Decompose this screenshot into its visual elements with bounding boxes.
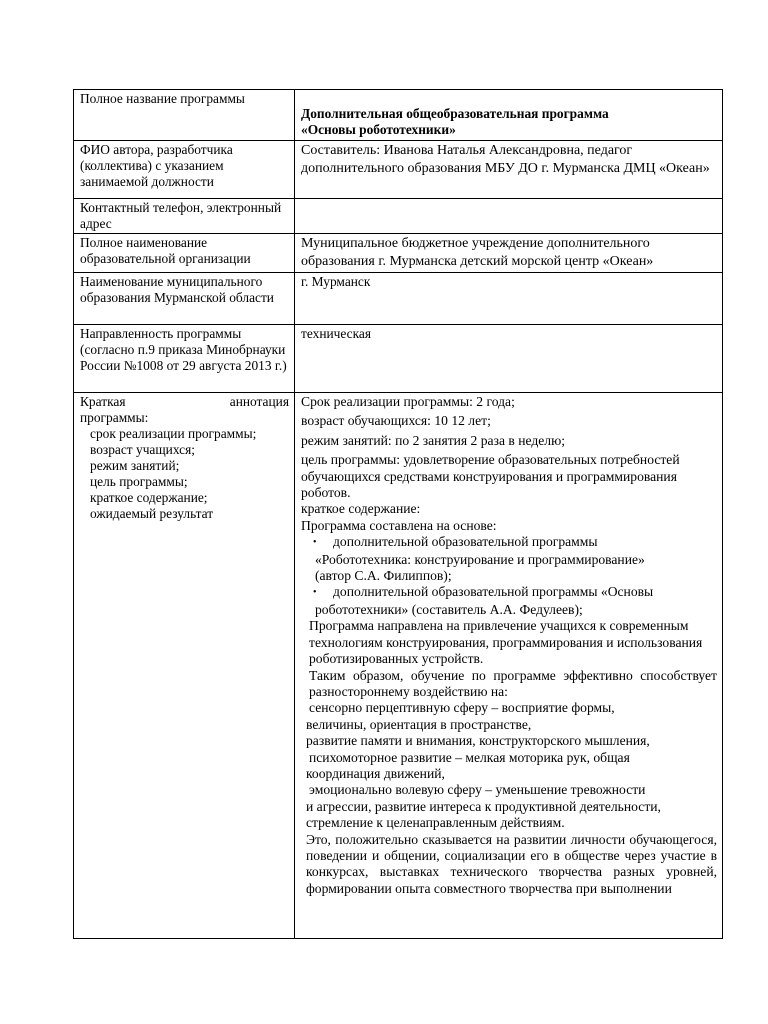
bullet1-line3: (автор С.А. Филиппов); bbox=[315, 568, 452, 584]
annotation-memory: развитие памяти и внимания, конструкторского мышления, bbox=[306, 733, 650, 749]
program-name-label-cell bbox=[74, 90, 295, 141]
organization-label: Полное наименование образовательной организации bbox=[80, 235, 251, 266]
annotation-label-item: режим занятий; bbox=[90, 458, 180, 473]
annotation-label-line1: Краткая аннотация bbox=[80, 394, 289, 409]
municipality-label-cell bbox=[74, 273, 295, 325]
program-info-table bbox=[73, 89, 723, 939]
annotation-label-item: цель программы; bbox=[90, 474, 188, 489]
annotation-goal: цель программы: удовлетворение образовательных потребностей обучающихся средствами конструирования и программирования роботов. bbox=[301, 452, 680, 501]
organization-value: Муниципальное бюджетное учреждение дополнительного образования г. Мурманска детский морской центр «Океан» bbox=[301, 236, 654, 269]
table-row bbox=[74, 199, 723, 234]
program-name-label: Полное название программы bbox=[80, 91, 245, 106]
organization-value-cell bbox=[295, 234, 723, 273]
bullet2-line1: дополнительной образовательной программы «Основы bbox=[333, 584, 654, 600]
annotation-label-item: возраст учащихся; bbox=[90, 442, 195, 457]
list-item bbox=[301, 534, 717, 584]
contact-label: Контактный телефон, электронный адрес bbox=[80, 200, 282, 231]
annotation-motor-line1: психомоторное развитие – мелкая моторика рук, общая bbox=[309, 749, 630, 765]
annotation-label-cell bbox=[74, 393, 295, 939]
contact-label-cell bbox=[74, 199, 295, 234]
direction-value: техническая bbox=[301, 326, 372, 341]
annotation-motor-line2: координация движений, bbox=[306, 765, 445, 781]
table-row bbox=[74, 141, 723, 199]
annotation-mode: режим занятий: по 2 занятия 2 раза в неделю; bbox=[301, 432, 565, 448]
table-row bbox=[74, 273, 723, 325]
annotation-label-item: ожидаемый результат bbox=[90, 506, 214, 521]
bullet-icon: • bbox=[313, 537, 317, 549]
annotation-summary-label: краткое содержание: bbox=[301, 501, 421, 517]
author-label: ФИО автора, разработчика (коллектива) с указанием занимаемой должности bbox=[80, 142, 233, 189]
annotation-emotion-line1: эмоционально волевую сферу – уменьшение тревожности bbox=[309, 782, 646, 798]
author-label-cell bbox=[74, 141, 295, 199]
annotation-aim: Программа направлена на привлечение учащихся к современным технологиям конструирования, программирования и использования роботизированных устройств. bbox=[309, 618, 703, 667]
annotation-effect: Таким образом, обучение по программе эффективно способствует разностороннему воздействию на: bbox=[309, 667, 717, 699]
direction-value-cell bbox=[295, 325, 723, 393]
municipality-value-cell bbox=[295, 273, 723, 325]
annotation-value-cell bbox=[295, 393, 723, 939]
author-value-cell bbox=[295, 141, 723, 199]
annotation-label-item: срок реализации программы; bbox=[90, 426, 257, 441]
annotation-label-line2: программы: bbox=[80, 410, 149, 425]
program-name-line2: «Основы робототехники» bbox=[301, 122, 456, 137]
annotation-emotion-line3: стремление к целенаправленным действиям. bbox=[306, 815, 565, 831]
table-row bbox=[74, 325, 723, 393]
annotation-sensor-line1: сенсорно перцептивную сферу – восприятие формы, bbox=[309, 700, 615, 716]
municipality-value: г. Мурманск bbox=[301, 274, 371, 289]
contact-value-cell bbox=[295, 199, 723, 234]
annotation-basis: Программа составлена на основе: bbox=[301, 517, 497, 533]
annotation-personality: Это, положительно сказывается на развитии личности обучающегося, поведении и общении, социализации его в обществе через участие в конкурсах, выставках технического творчества разных уровней, формировании опыта совместного творчества при выполнении bbox=[306, 831, 717, 896]
annotation-sensor-line2: величины, ориентация в пространстве, bbox=[306, 716, 532, 732]
bullet1-line1: дополнительной образовательной программы bbox=[333, 534, 598, 550]
table-row bbox=[74, 234, 723, 273]
program-name-line1: Дополнительная общеобразовательная программа bbox=[301, 106, 609, 121]
table-row bbox=[74, 393, 723, 939]
direction-label-cell bbox=[74, 325, 295, 393]
direction-label: Направленность программы (согласно п.9 приказа Минобрнауки России №1008 от 29 августа 2013 г.) bbox=[80, 326, 287, 373]
program-name-value-cell bbox=[295, 90, 723, 141]
bullet2-line2: робототехники» (составитель А.А. Федулеев); bbox=[315, 601, 583, 617]
municipality-label: Наименование муниципального образования Мурманской области bbox=[80, 274, 274, 305]
bullet-icon: • bbox=[313, 587, 317, 599]
annotation-label-item: краткое содержание; bbox=[90, 490, 208, 505]
author-value: Составитель: Иванова Наталья Александровна, педагог дополнительного образования МБУ ДО г. Мурманска ДМЦ «Океан» bbox=[301, 143, 710, 176]
annotation-age: возраст обучающихся: 10 12 лет; bbox=[301, 413, 491, 429]
annotation-emotion-line2: и агрессии, развитие интереса к продуктивной деятельности, bbox=[306, 798, 661, 814]
organization-label-cell bbox=[74, 234, 295, 273]
annotation-label-items bbox=[80, 426, 289, 522]
list-item bbox=[301, 584, 717, 618]
annotation-term: Срок реализации программы: 2 года; bbox=[301, 394, 515, 409]
table-row bbox=[74, 90, 723, 141]
bullet1-line2: «Робототехника: конструирование и программирование» bbox=[315, 551, 645, 567]
